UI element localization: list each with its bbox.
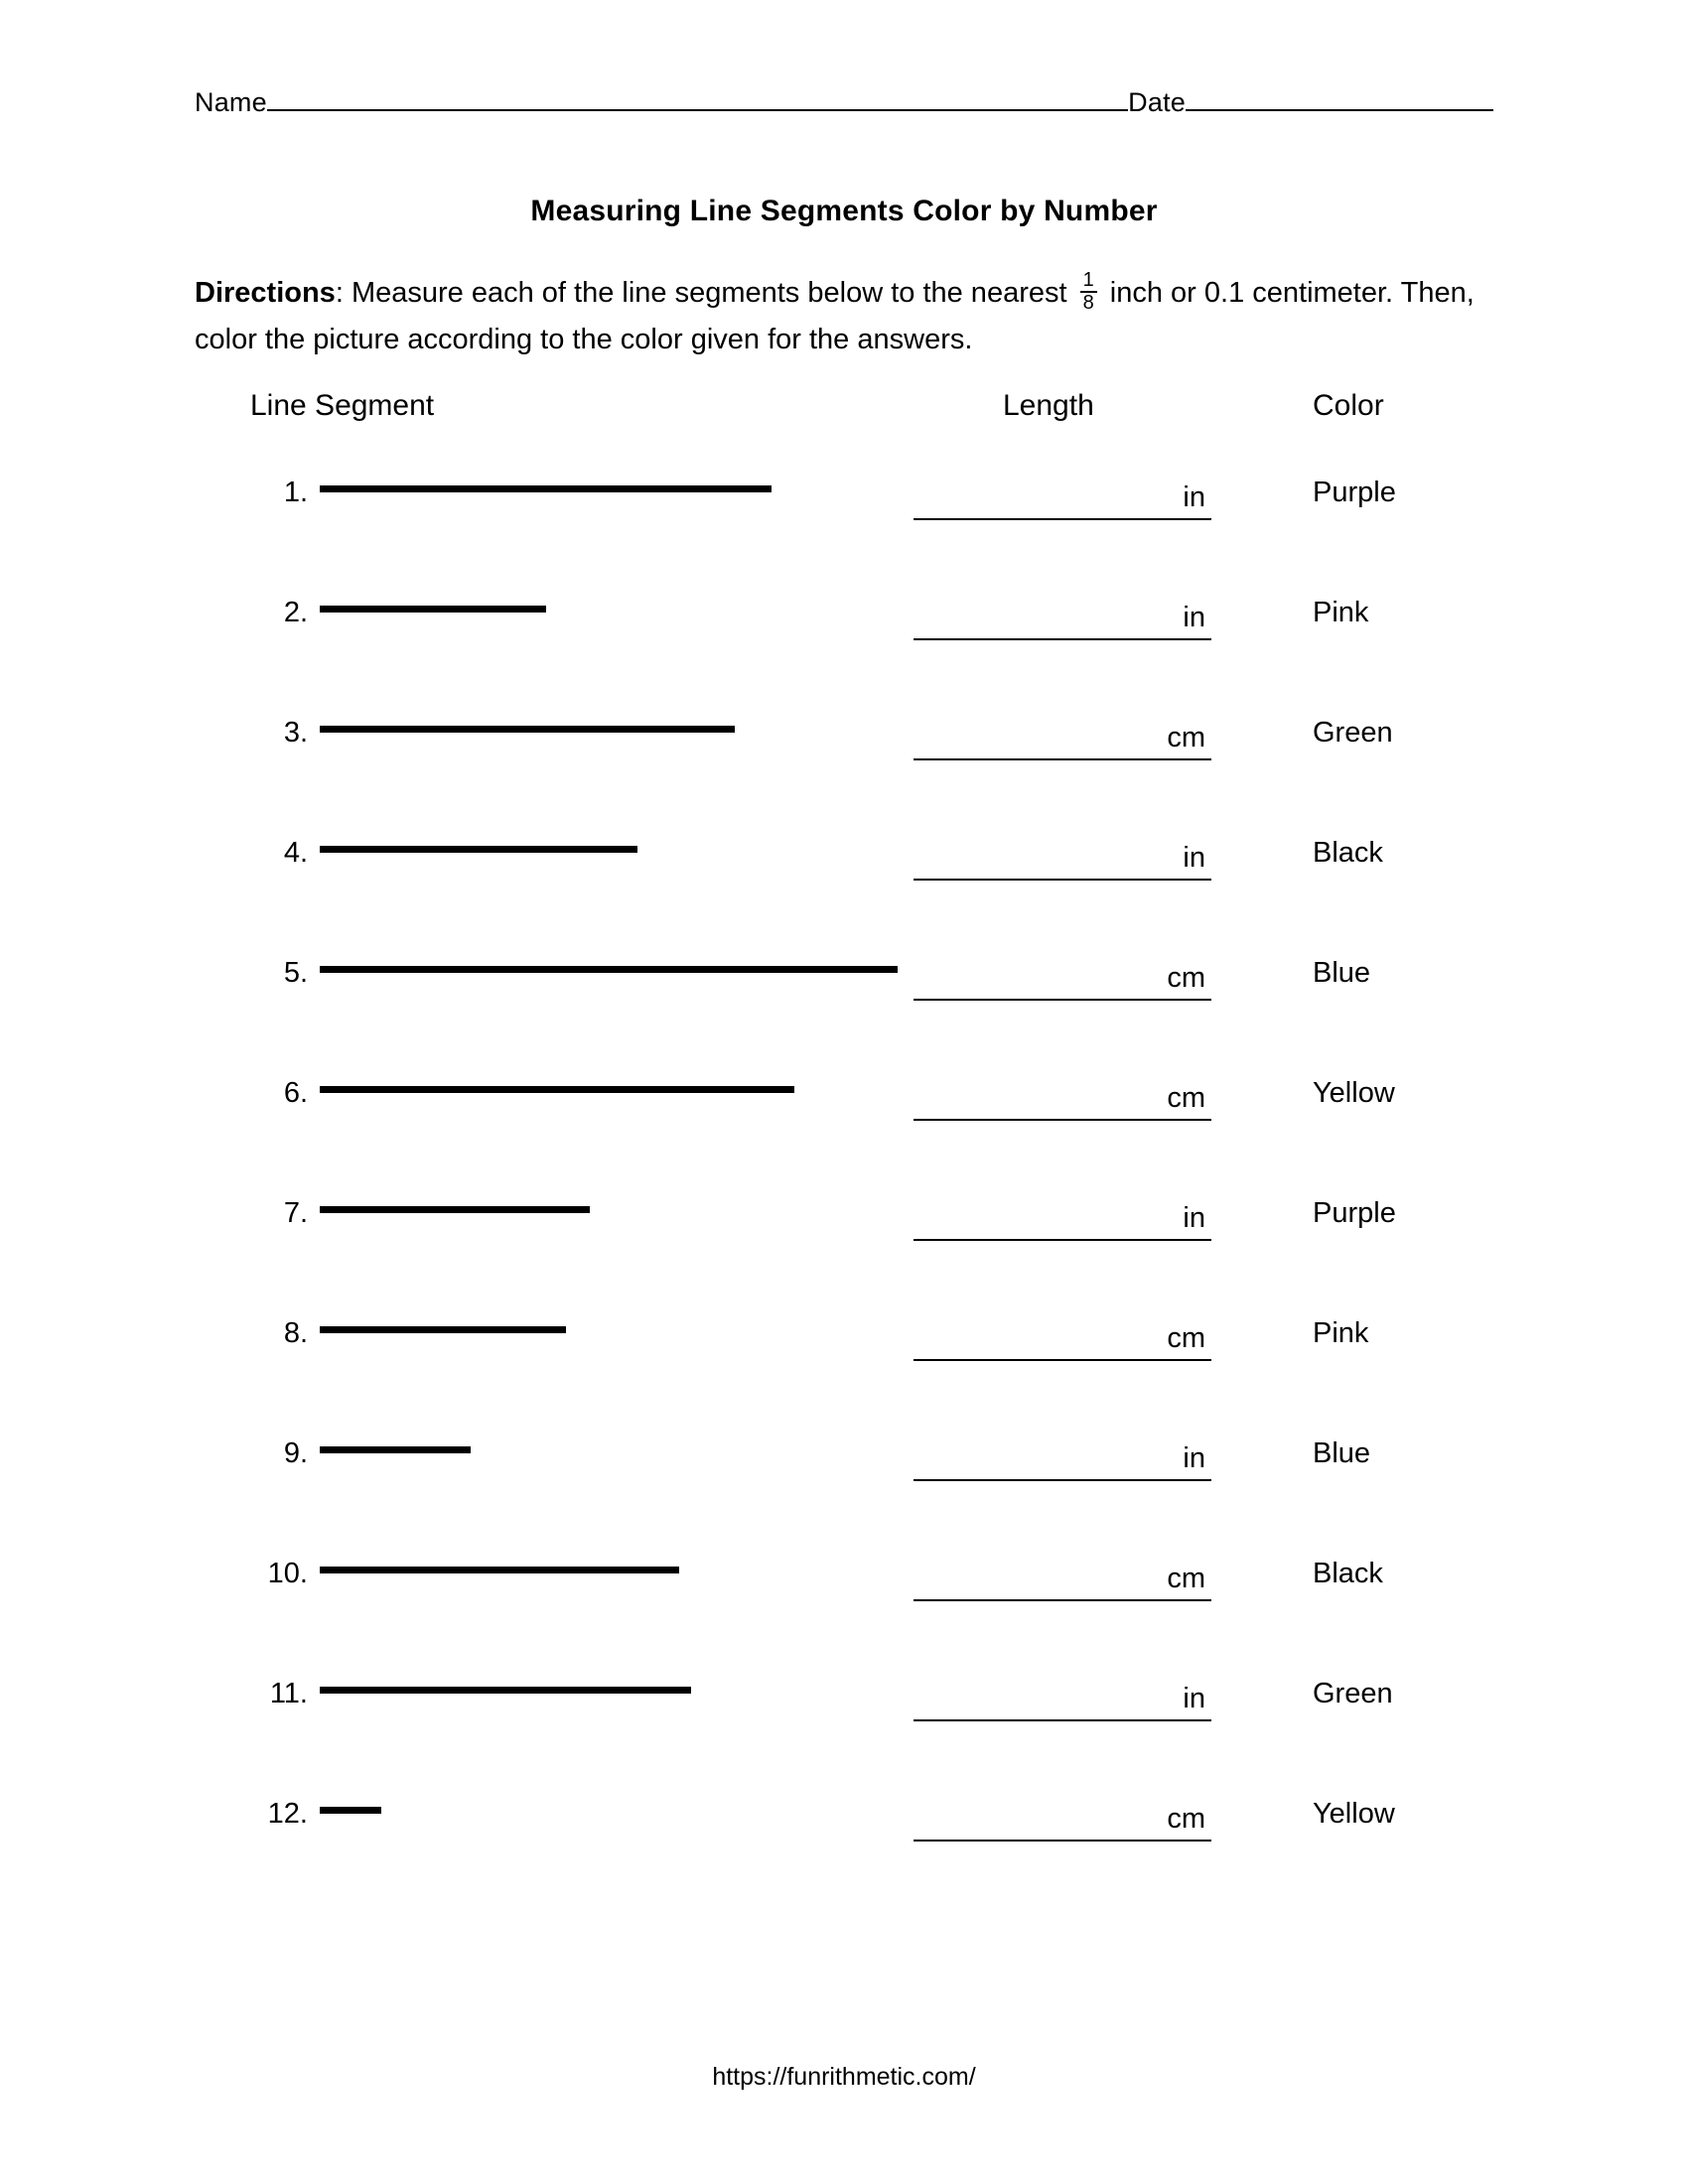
color-label: Purple — [1313, 1197, 1396, 1229]
name-blank-line — [267, 108, 1128, 111]
color-label: Blue — [1313, 957, 1371, 989]
row-number: 3. — [283, 717, 308, 749]
length-answer-blank[interactable] — [914, 1433, 1211, 1481]
color-label: Yellow — [1313, 1798, 1395, 1830]
row-number: 11. — [269, 1678, 308, 1709]
worksheet-rows — [0, 459, 1688, 1900]
unit-label: cm — [1167, 1082, 1205, 1114]
row-number: 2. — [283, 597, 308, 628]
color-label: Purple — [1313, 477, 1396, 508]
table-row — [0, 579, 1688, 699]
unit-label: in — [1183, 842, 1205, 874]
answer-line — [914, 879, 1211, 881]
table-row — [0, 1540, 1688, 1660]
length-answer-blank[interactable] — [914, 1193, 1211, 1241]
answer-line — [914, 999, 1211, 1001]
length-answer-blank[interactable] — [914, 1554, 1211, 1601]
line-segment-cell — [320, 699, 735, 758]
table-row — [0, 459, 1688, 579]
table-row — [0, 699, 1688, 819]
line-segment — [320, 1446, 471, 1453]
line-segment-cell — [320, 1420, 471, 1479]
line-segment-cell — [320, 1179, 590, 1239]
unit-label: cm — [1167, 722, 1205, 753]
date-blank-line — [1186, 108, 1493, 111]
length-answer-blank[interactable] — [914, 1313, 1211, 1361]
directions-paragraph — [195, 270, 1505, 363]
table-row — [0, 819, 1688, 939]
row-number: 6. — [283, 1077, 308, 1109]
fraction-numerator: 1 — [1082, 269, 1094, 292]
line-segment-cell — [320, 1660, 691, 1719]
answer-line — [914, 638, 1211, 640]
table-row — [0, 1299, 1688, 1420]
color-label: Black — [1313, 837, 1383, 869]
line-segment — [320, 1326, 566, 1333]
table-row — [0, 1059, 1688, 1179]
row-number: 5. — [283, 957, 308, 989]
length-answer-blank[interactable] — [914, 713, 1211, 760]
directions-text-part2: inch or 0.1 centimeter. Then, color the picture according to the color given for the answers. — [195, 277, 1475, 355]
answer-line — [914, 1119, 1211, 1121]
unit-label: cm — [1167, 1803, 1205, 1835]
table-row — [0, 1660, 1688, 1780]
color-label: Pink — [1313, 597, 1369, 628]
unit-label: in — [1183, 602, 1205, 633]
line-segment-cell — [320, 939, 898, 999]
line-segment — [320, 1206, 590, 1213]
line-segment-cell — [320, 459, 772, 518]
line-segment — [320, 1807, 381, 1814]
color-label: Black — [1313, 1558, 1383, 1589]
unit-label: in — [1183, 1202, 1205, 1234]
color-label: Green — [1313, 717, 1393, 749]
unit-label: in — [1183, 1442, 1205, 1474]
row-number: 7. — [283, 1197, 308, 1229]
unit-label: cm — [1167, 1563, 1205, 1594]
row-number: 4. — [283, 837, 308, 869]
color-label: Yellow — [1313, 1077, 1395, 1109]
column-header-length: Length — [1003, 389, 1094, 422]
row-number: 10. — [267, 1558, 308, 1589]
column-header-line-segment: Line Segment — [250, 389, 435, 422]
length-answer-blank[interactable] — [914, 1674, 1211, 1721]
unit-label: in — [1183, 481, 1205, 513]
color-label: Pink — [1313, 1317, 1369, 1349]
fraction-denominator: 8 — [1080, 291, 1097, 314]
line-segment — [320, 1567, 679, 1573]
line-segment-cell — [320, 579, 546, 638]
length-answer-blank[interactable] — [914, 473, 1211, 520]
unit-label: cm — [1167, 962, 1205, 994]
line-segment-cell — [320, 1540, 679, 1599]
line-segment-cell — [320, 1780, 381, 1840]
line-segment — [320, 966, 898, 973]
row-number: 12. — [267, 1798, 308, 1830]
line-segment-cell — [320, 1059, 794, 1119]
line-segment — [320, 485, 772, 492]
unit-label: cm — [1167, 1322, 1205, 1354]
row-number: 8. — [283, 1317, 308, 1349]
length-answer-blank[interactable] — [914, 833, 1211, 881]
column-header-color: Color — [1313, 389, 1384, 422]
row-number: 9. — [283, 1437, 308, 1469]
table-header-row — [0, 389, 1688, 429]
directions-text-part1: : Measure each of the line segments below to the nearest — [335, 277, 1067, 309]
answer-line — [914, 1840, 1211, 1842]
footer-url: https://funrithmetic.com/ — [712, 2063, 976, 2091]
length-answer-blank[interactable] — [914, 593, 1211, 640]
line-segment — [320, 1687, 691, 1694]
line-segment — [320, 606, 546, 613]
length-answer-blank[interactable] — [914, 1073, 1211, 1121]
name-label: Name — [195, 87, 267, 117]
page-title: Measuring Line Segments Color by Number — [530, 195, 1158, 227]
line-segment-cell — [320, 1299, 566, 1359]
directions-bold-label: Directions — [195, 277, 336, 309]
name-date-row — [195, 87, 1493, 118]
unit-label: in — [1183, 1683, 1205, 1714]
length-answer-blank[interactable] — [914, 953, 1211, 1001]
answer-line — [914, 1479, 1211, 1481]
length-answer-blank[interactable] — [914, 1794, 1211, 1842]
fraction-one-eighth — [1080, 270, 1097, 314]
answer-line — [914, 1599, 1211, 1601]
color-label: Green — [1313, 1678, 1393, 1709]
table-row — [0, 1179, 1688, 1299]
answer-line — [914, 758, 1211, 760]
line-segment — [320, 726, 735, 733]
answer-line — [914, 1239, 1211, 1241]
answer-line — [914, 1359, 1211, 1361]
line-segment-cell — [320, 819, 637, 879]
row-number: 1. — [283, 477, 308, 508]
table-row — [0, 939, 1688, 1059]
answer-line — [914, 1719, 1211, 1721]
table-row — [0, 1420, 1688, 1540]
date-label: Date — [1128, 87, 1186, 117]
line-segment — [320, 1086, 794, 1093]
color-label: Blue — [1313, 1437, 1371, 1469]
line-segment — [320, 846, 637, 853]
table-row — [0, 1780, 1688, 1900]
answer-line — [914, 518, 1211, 520]
